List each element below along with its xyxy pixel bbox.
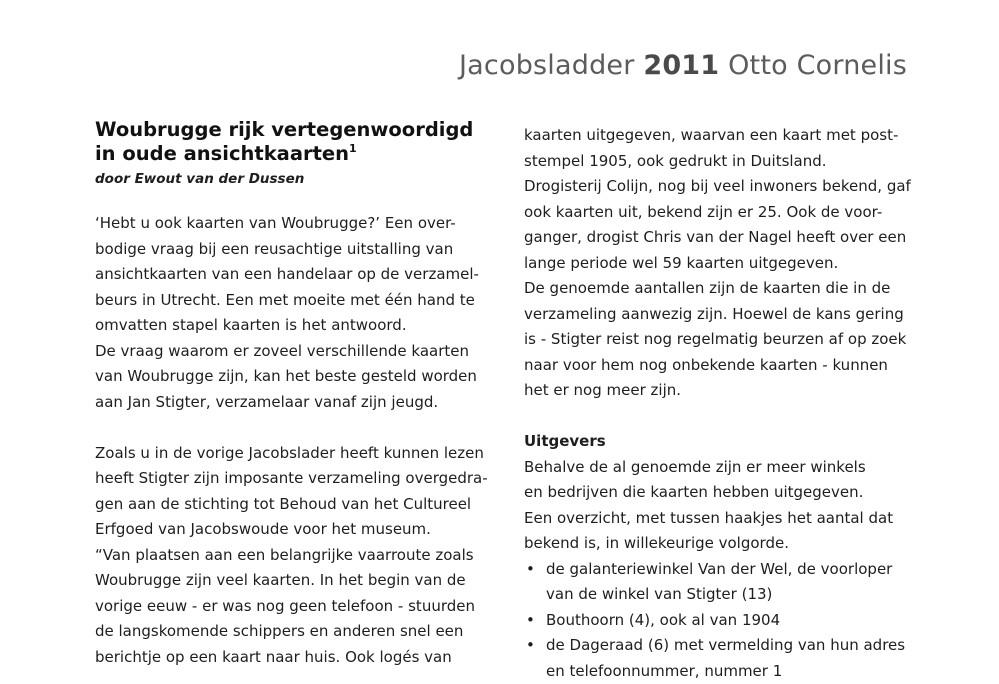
text-line: beurs in Utrecht. Een met moeite met één hand te [95,288,490,314]
bullet-icon: • [526,608,535,634]
text-line: bodige vraag bij een reusachtige uitstalling van [95,237,490,263]
article-byline: door Ewout van der Dussen [95,169,490,189]
text-line: aan Jan Stigter, verzamelaar vanaf zijn jeugd. [95,390,490,416]
text-line: ook kaarten uit, bekend zijn er 25. Ook de voor- [524,200,914,226]
text-line: De vraag waarom er zoveel verschillende kaarten [95,339,490,365]
text-line: is - Stigter reist nog regelmatig beurzen af op zoek [524,327,914,353]
text-line: en bedrijven die kaarten hebben uitgegeven. [524,480,914,506]
text-line: De genoemde aantallen zijn de kaarten die in de [524,276,914,302]
text-line: Drogisterij Colijn, nog bij veel inwoners bekend, gaf [524,174,914,200]
text-line: Een overzicht, met tussen haakjes het aantal dat [524,506,914,532]
text-line: kaarten uitgegeven, waarvan een kaart met post- [524,123,914,149]
paragraph [95,211,490,415]
header-publication: Jacobsladder [459,50,635,81]
article-title [95,118,490,166]
footnote-mark: 1 [349,142,357,155]
text-line: vorige eeuw - er was nog geen telefoon - stuurden [95,594,490,620]
text-line: bekend is, in willekeurige volgorde. [524,531,914,557]
paragraph [95,441,490,671]
text-line: stempel 1905, ook gedrukt in Duitsland. [524,149,914,175]
text-line: de galanteriewinkel Van der Wel, de voorloper [546,557,914,583]
text-line: de langskomende schippers en anderen snel een [95,619,490,645]
header-year: 2011 [643,50,719,81]
text-line: ansichtkaarten van een handelaar op de verzamel- [95,262,490,288]
bullet-icon: • [526,557,535,583]
right-column [524,123,914,684]
text-line: van Woubrugge zijn, kan het beste gesteld worden [95,364,490,390]
text-line: “Van plaatsen aan een belangrijke vaarroute zoals [95,543,490,569]
text-line: Woubrugge zijn veel kaarten. In het begin van de [95,568,490,594]
text-line: heeft Stigter zijn imposante verzameling overgedra- [95,466,490,492]
left-column [95,118,490,670]
section-intro-text [524,455,914,557]
text-line: ganger, drogist Chris van der Nagel heeft over een [524,225,914,251]
text-line: gen aan de stichting tot Behoud van het Cultureel [95,492,490,518]
text-line: Zoals u in de vorige Jacobslader heeft kunnen lezen [95,441,490,467]
text-line: Bouthoorn (4), ook al van 1904 [546,608,914,634]
article-title-line: Woubrugge rijk vertegenwoordigd [95,118,490,142]
list-item [524,557,914,608]
left-body-text [95,211,490,670]
text-line: en telefoonnummer, nummer 1 [546,659,914,684]
text-line: ‘Hebt u ook kaarten van Woubrugge?’ Een over- [95,211,490,237]
text-line: lange periode wel 59 kaarten uitgegeven. [524,251,914,277]
text-line: verzameling aanwezig zijn. Hoewel de kans gering [524,302,914,328]
paragraph [524,123,914,404]
text-line: Behalve de al genoemde zijn er meer winkels [524,455,914,481]
list-item [524,633,914,684]
text-line: van de winkel van Stigter (13) [546,582,914,608]
text-line: Erfgoed van Jacobswoude voor het museum. [95,517,490,543]
section-heading-uitgevers: Uitgevers [524,429,914,455]
publishers-list [524,557,914,684]
text-line: omvatten stapel kaarten is het antwoord. [95,313,490,339]
page-header [459,50,907,81]
list-item [524,608,914,634]
text-line: de Dageraad (6) met vermelding van hun adres [546,633,914,659]
article-title-line: in oude ansichtkaarten$^1$ [95,142,490,166]
text-line: berichtje op een kaart naar huis. Ook logés van [95,645,490,671]
header-author: Otto Cornelis [728,50,907,81]
text-line: naar voor hem nog onbekende kaarten - kunnen [524,353,914,379]
bullet-icon: • [526,633,535,659]
text-line: het er nog meer zijn. [524,378,914,404]
right-body-text [524,123,914,404]
